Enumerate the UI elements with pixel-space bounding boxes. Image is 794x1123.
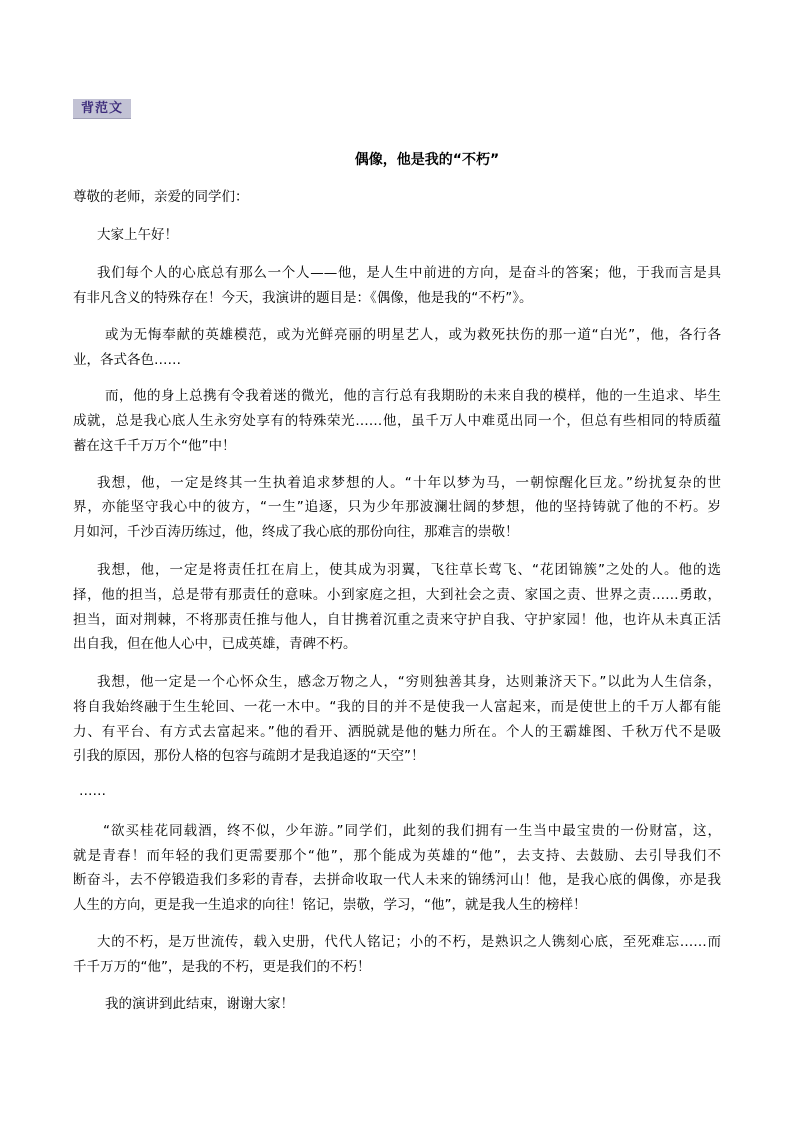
speech-title: 偶像，他是我的“不朽” <box>354 152 500 168</box>
closing-line: 我的演讲到此结束，谢谢大家！ <box>105 996 294 1012</box>
paragraph-4-line-1: 我想，他，一定是终其一生执着追求梦想的人。“十年以梦为马，一朝惊醒化巨龙。”纷扰复杂的世 <box>97 475 721 491</box>
section-badge: 背范文 <box>73 99 131 119</box>
paragraph-1-line-1: 我们每个人的心底总有那么一个人——他，是人生中前进的方向，是奋斗的答案；他，于我而言是具 <box>97 265 721 281</box>
paragraph-3-line-3: 蓄在这千千万万个“他”中！ <box>73 438 236 454</box>
paragraph-4-line-2: 界，亦能坚守我心中的彼方，“一生”追逐，只为少年那波澜壮阔的梦想，他的坚持铸就了他的不朽。岁 <box>73 499 721 515</box>
paragraph-2-line-2: 业，各式各色…… <box>73 352 181 368</box>
paragraph-4-line-3: 月如河，千沙百涛历练过，他，终成了我心底的那份向往，那难言的崇敬！ <box>73 524 519 540</box>
paragraph-5-line-4: 出自我，但在他人心中，已成英雄，青碑不朽。 <box>73 636 357 652</box>
hello-line: 大家上午好！ <box>97 227 178 243</box>
paragraph-8-line-1: 大的不朽，是万世流传，载入史册，代代人铭记；小的不朽，是熟识之人镌刻心底，至死难忘……而 <box>97 934 721 950</box>
paragraph-7-line-2: 就是青春！而年轻的我们更需要那个“他”，那个能成为英雄的“他”，去支持、去鼓励、去引导我们不 <box>73 848 721 864</box>
paragraph-7-line-1: “欲买桂花同载酒，终不似，少年游。”同学们，此刻的我们拥有一生当中最宝贵的一份财富，这， <box>103 823 721 839</box>
paragraph-7-line-3: 断奋斗，去不停锻造我们多彩的青春，去拼命收取一代人未来的锦绣河山！他，是我心底的偶像，亦是我 <box>73 872 721 888</box>
ellipsis-line: …… <box>79 783 106 799</box>
paragraph-3-line-2: 成就，总是我心底人生永穷处享有的特殊荣光……他，虽千万人中难觅出同一个，但总有些相同的特质蕴 <box>73 413 721 429</box>
greeting-line: 尊敬的老师，亲爱的同学们： <box>73 189 249 205</box>
paragraph-3-line-1: 而，他的身上总携有令我着迷的微光，他的言行总有我期盼的未来自我的模样，他的一生追求、毕生 <box>105 388 721 404</box>
paragraph-8-line-2: 千千万万的“他”，是我的不朽，更是我们的不朽！ <box>73 959 371 975</box>
paragraph-6-line-3: 力、有平台、有方式去富起来。”他的看开、洒脱就是他的魅力所在。个人的王霸雄图、千秋万代不是吸 <box>73 724 721 740</box>
paragraph-5-line-3: 担当，面对荆棘，不将那责任推与他人，自甘携着沉重之责来守护自我、守护家园！他，也许从未真正活 <box>73 612 721 628</box>
paragraph-6-line-1: 我想，他一定是一个心怀众生，感念万物之人，“穷则独善其身，达则兼济天下。”以此为人生信条， <box>97 674 721 690</box>
paragraph-6-line-4: 引我的原因，那份人格的包容与疏朗才是我追逐的“天空”！ <box>73 748 425 764</box>
paragraph-6-line-2: 将自我始终融于生生轮回、一花一木中。“我的目的并不是使我一人富起来，而是使世上的千万人都有能 <box>73 699 721 715</box>
paragraph-5-line-2: 择，他的担当，总是带有那责任的意味。小到家庭之担，大到社会之责、家国之责、世界之责……勇敢， <box>73 587 721 603</box>
paragraph-5-line-1: 我想，他，一定是将责任扛在肩上，使其成为羽翼，飞往草长莺飞、“花团锦簇”之处的人。他的选 <box>97 562 721 578</box>
paragraph-1-line-2: 有非凡含义的特殊存在！今天，我演讲的题目是：《偶像，他是我的“不朽”》。 <box>73 290 533 306</box>
paragraph-2-line-1: 或为无悔奉献的英雄模范，或为光鲜亮丽的明星艺人，或为救死扶伤的那一道“白光”，他，各行各 <box>105 327 721 343</box>
paragraph-7-line-4: 人生的方向，更是我一生追求的向往！铭记，崇敬，学习，“他”，就是我人生的榜样！ <box>73 897 587 913</box>
